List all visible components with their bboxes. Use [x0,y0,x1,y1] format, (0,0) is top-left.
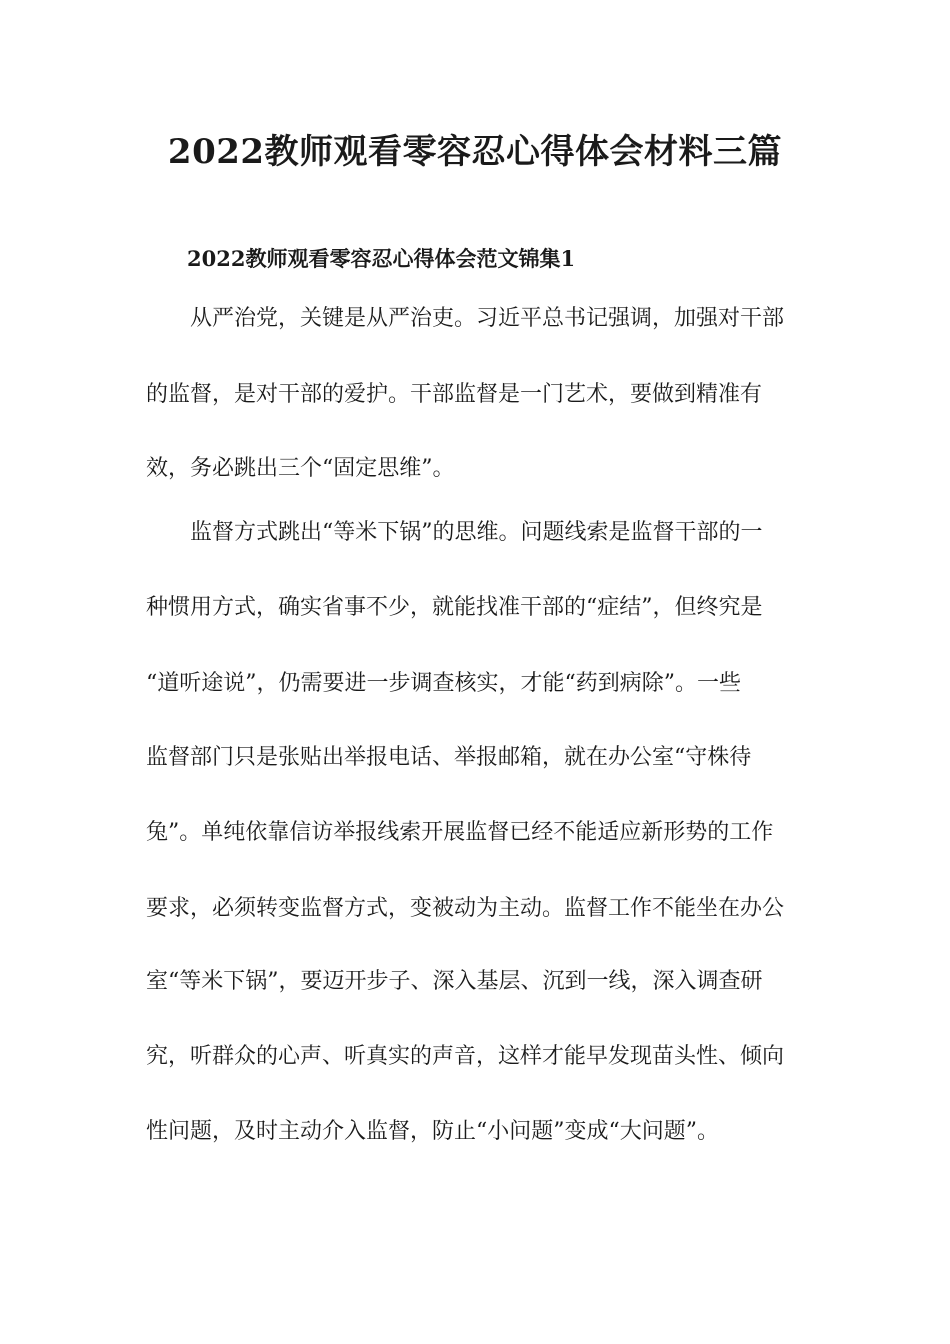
paragraph-line: 的监督，是对干部的爱护。干部监督是一门艺术，要做到精准有 [146,382,763,407]
paragraph-line: 监督部门只是张贴出举报电话、举报邮箱，就在办公室“守株待 [146,745,752,770]
paragraph-line: 室“等米下锅”，要迈开步子、深入基层、沉到一线，深入调查研 [146,969,763,994]
section-heading: 2022教师观看零容忍心得体会范文锦集1 [187,246,576,271]
paragraph-line: 效，务必跳出三个“固定思维”。 [146,456,455,481]
paragraph-line: 性问题，及时主动介入监督，防止“小问题”变成“大问题”。 [146,1119,719,1144]
paragraph-line: 兔”。单纯依靠信访举报线索开展监督已经不能适应新形势的工作 [146,820,774,845]
document-title: 2022教师观看零容忍心得体会材料三篇 [167,132,783,172]
paragraph-line: 要求，必须转变监督方式，变被动为主动。监督工作不能坐在办公 [146,896,785,921]
paragraph-line: “道听途说”，仍需要进一步调查核实，才能“药到病除”。一些 [146,671,741,696]
paragraph-line: 监督方式跳出“等米下锅”的思维。问题线索是监督干部的一 [190,520,763,545]
paragraph-line: 从严治党，关键是从严治吏。习近平总书记强调，加强对干部 [190,306,785,331]
paragraph-line: 究，听群众的心声、听真实的声音，这样才能早发现苗头性、倾向 [146,1044,785,1069]
paragraph-line: 种惯用方式，确实省事不少，就能找准干部的“症结”，但终究是 [146,595,763,620]
